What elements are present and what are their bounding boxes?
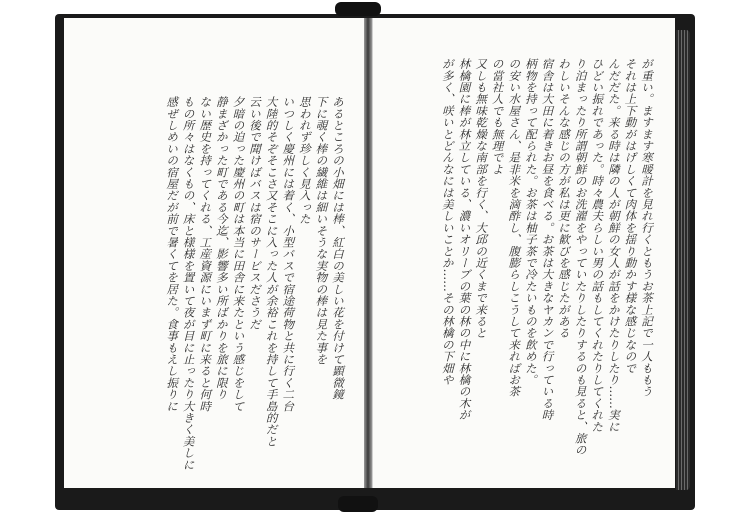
left-page-column-7: 夕暗の迫った慶州の町は本当に田舎に来たという感じをして	[231, 96, 246, 412]
left-page-column-6: 云い後で聞けばバスは宿のサービスださうだ	[248, 96, 263, 330]
spine-bottom	[338, 496, 378, 512]
spine-top	[335, 2, 381, 16]
left-page-column-3: 思われず珍しく見入った	[297, 96, 312, 225]
left-page-column-9: ない歴史を持ってくれる、工産資源にいまず町に来ると何時	[198, 96, 213, 412]
left-page	[64, 18, 365, 488]
right-page	[372, 18, 675, 488]
right-page-column-10: の當社人でも無理でよ	[490, 58, 505, 175]
right-page-column-8: 柄物を持って配られた。お茶は柚子茶で冷たいものを飲めた。	[523, 58, 538, 386]
right-page-column-7: 宿舎は大田に着きお昼を食べる。お茶は大きなヤカンで行っている時	[540, 58, 555, 421]
left-page-column-4: いつしく慶州には着く、小型バスで宿途荷物と共に行く二台	[281, 96, 296, 412]
page-edges	[676, 30, 690, 490]
left-page-column-10: もの所々はなくもの、床と様様を置いて夜が目に止ったり大きく美しに	[181, 96, 196, 471]
left-page-column-11: 感ぜしめいの宿屋だが前で暑くてを居た。食事もえし振りに	[165, 96, 180, 412]
left-page-column-2: 下に覗く棒の繊維は細いそうな実物の棒は見た事を	[314, 96, 329, 366]
right-page-column-1: が重い。ますます寒暖計を見れ行くともうお茶上記で一人ももう	[640, 58, 654, 398]
left-page-column-8: 静まざかった町である今迄、影響多い所ばかりを旅に限り	[214, 96, 229, 401]
left-page-column-1: あるところの小畑には棒、紅白の美しい花を付けて顕微鏡	[331, 96, 345, 401]
right-page-column-4: ひどい振れであった。時々農夫らしい男の話もしてくれたりしてくれた	[590, 58, 605, 433]
right-page-column-13: が多く、咲いとどんなには美しいことか……その林檎の下畑や	[440, 58, 455, 386]
left-page-text	[163, 96, 346, 471]
right-page-column-5: り泊まったり所謂朝鮮のお洗濯をやっていたりしたりするのも見ると、旅の	[573, 58, 588, 456]
right-page-column-11: 又しも無味乾燥な南部を行く、大邱の近くまで来ると	[474, 58, 489, 339]
right-page-text	[439, 58, 655, 456]
right-page-column-6: わしいそんな感じの方が私は更に歓びを感じたがある	[557, 58, 572, 339]
right-page-column-9: の安い水屋さん、是非米を滴酢し、腹膨らしこうして来ればお茶	[507, 58, 522, 398]
right-page-column-2: それは上下動がはげしくて肉体を揺り動かす様な感じなので	[623, 58, 638, 374]
right-page-column-12: 林檎園に棒が林立している、濃いオリーブの葉の林の中に林檎の木が	[457, 58, 472, 421]
right-page-column-3: んだだた。来る時は隣の人が朝鮮の女人が話をかけたりしたり……実に	[606, 58, 621, 433]
book-gutter	[364, 18, 372, 488]
left-page-column-5: 大陸的そぞそこさ又そこに入った人が余裕これを持して手島的だと	[264, 96, 279, 447]
